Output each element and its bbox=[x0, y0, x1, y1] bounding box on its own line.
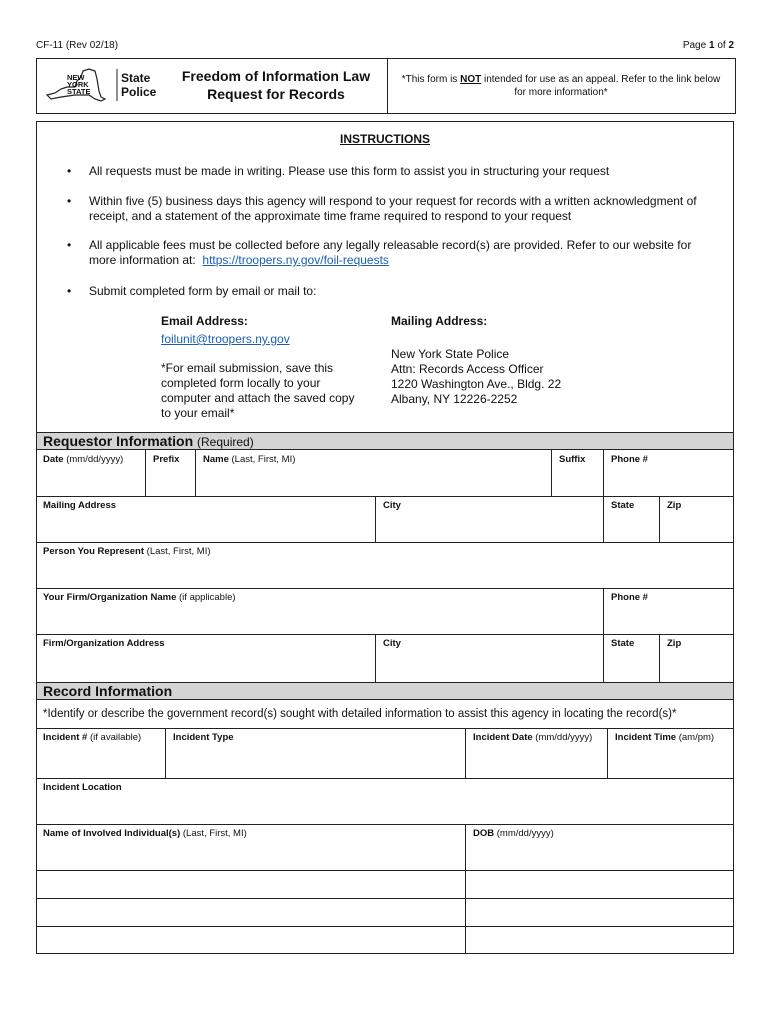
requestor-heading-sub: (Required) bbox=[197, 435, 254, 449]
form-header bbox=[36, 58, 736, 114]
incident-type-label: Incident Type bbox=[173, 732, 234, 743]
notice-line1-rest: intended for use as an appeal. Refer to the link below bbox=[483, 74, 721, 85]
email-note-1: *For email submission, save this bbox=[161, 361, 334, 375]
record-description: *Identify or describe the government record(s) sought with detailed information to assist this agency in locating the record(s)* bbox=[43, 708, 677, 720]
involved-name-input-4[interactable] bbox=[37, 927, 465, 953]
state-label: State bbox=[611, 500, 635, 511]
notice-emphasis: NOT bbox=[460, 74, 482, 85]
instruction-item-3 bbox=[89, 238, 725, 268]
notice-line2: for more information* bbox=[514, 87, 608, 98]
name-input[interactable] bbox=[196, 468, 551, 496]
page-prefix: Page bbox=[682, 40, 707, 51]
page-total: 2 bbox=[728, 40, 734, 51]
dob-input-1[interactable] bbox=[466, 842, 733, 870]
firm-phone-input[interactable] bbox=[604, 606, 733, 634]
form-id: CF-11 (Rev 02/18) bbox=[36, 40, 119, 51]
mail-line3: 1220 Washington Ave., Bldg. 22 bbox=[391, 377, 562, 391]
bullet-icon: • bbox=[67, 238, 72, 252]
incident-date-input[interactable] bbox=[466, 746, 607, 778]
firm-name-label: Your Firm/Organization Name (if applicable) bbox=[43, 592, 236, 603]
email-note-4: to your email* bbox=[161, 406, 235, 420]
page-current: 1 bbox=[708, 40, 715, 51]
firm-name-input[interactable] bbox=[37, 606, 603, 634]
involved-individuals-label: Name of Involved Individual(s) (Last, First, MI) bbox=[43, 828, 247, 839]
mail-line2: Attn: Records Access Officer bbox=[391, 362, 544, 376]
incident-number-label: Incident # (if available) bbox=[43, 732, 142, 743]
mailing-address-label: Mailing Address bbox=[43, 500, 117, 511]
instruction-item-2-line2: receipt, and a statement of the approximate time frame required to respond to your request bbox=[89, 209, 572, 223]
mail-heading: Mailing Address: bbox=[391, 314, 488, 328]
title-line1: Freedom of Information Law bbox=[181, 68, 371, 84]
requestor-heading: Requestor Information bbox=[43, 433, 194, 449]
date-label: Date (mm/dd/yyyy) bbox=[43, 454, 124, 465]
mail-line1: New York State Police bbox=[391, 347, 510, 361]
foil-website-link[interactable]: https://troopers.ny.gov/foil-requests bbox=[202, 253, 389, 267]
instruction-item-3-prefix: more information at: bbox=[89, 253, 196, 267]
prefix-label: Prefix bbox=[153, 454, 180, 465]
mailing-block bbox=[391, 314, 631, 407]
city-input[interactable] bbox=[376, 514, 603, 542]
email-note-3: computer and attach the saved copy bbox=[161, 391, 355, 405]
zip-input[interactable] bbox=[660, 514, 733, 542]
involved-name-input-2[interactable] bbox=[37, 871, 465, 898]
represent-input[interactable] bbox=[37, 560, 733, 588]
city-label: City bbox=[383, 500, 401, 511]
mailing-address-input[interactable] bbox=[37, 514, 375, 542]
instruction-item-1: All requests must be made in writing. Please use this form to assist you in structuring your request bbox=[89, 164, 610, 178]
involved-name-input-1[interactable] bbox=[37, 842, 465, 870]
notice-prefix: *This form is bbox=[401, 74, 458, 85]
record-heading: Record Information bbox=[43, 683, 173, 699]
name-label: Name (Last, First, MI) bbox=[203, 454, 296, 465]
suffix-label: Suffix bbox=[559, 454, 586, 465]
instructions-heading: INSTRUCTIONS bbox=[340, 132, 430, 146]
instruction-item-2 bbox=[89, 194, 725, 224]
instruction-item-3-line1: All applicable fees must be collected before any legally releasable record(s) are provided. Refer to our website for bbox=[89, 238, 692, 252]
incident-time-label: Incident Time (am/pm) bbox=[615, 732, 715, 743]
incident-number-input[interactable] bbox=[37, 746, 165, 778]
appeal-notice bbox=[389, 73, 733, 99]
firm-city-label: City bbox=[383, 638, 401, 649]
page-indicator bbox=[683, 40, 734, 51]
requestor-section-header bbox=[37, 432, 733, 450]
state-input[interactable] bbox=[604, 514, 659, 542]
firm-zip-label: Zip bbox=[667, 638, 682, 649]
phone-input[interactable] bbox=[604, 468, 733, 496]
date-input[interactable] bbox=[37, 468, 145, 496]
suffix-input[interactable] bbox=[552, 468, 603, 496]
email-heading: Email Address: bbox=[161, 314, 248, 328]
incident-type-input[interactable] bbox=[166, 746, 465, 778]
firm-city-input[interactable] bbox=[376, 652, 603, 682]
email-note-2: completed form locally to your bbox=[161, 376, 321, 390]
email-block bbox=[161, 314, 381, 421]
form-body bbox=[36, 121, 734, 954]
incident-date-label: Incident Date (mm/dd/yyyy) bbox=[473, 732, 593, 743]
phone-label: Phone # bbox=[611, 454, 648, 465]
instruction-item-2-line1: Within five (5) business days this agency will respond to your request for records with a written acknowledgment of bbox=[89, 194, 697, 208]
title-line2: Request for Records bbox=[207, 86, 345, 102]
page-of: of bbox=[717, 40, 726, 51]
record-section-header bbox=[37, 682, 733, 700]
dob-input-4[interactable] bbox=[466, 927, 733, 953]
firm-phone-label: Phone # bbox=[611, 592, 648, 603]
incident-time-input[interactable] bbox=[608, 746, 733, 778]
bullet-icon: • bbox=[67, 164, 72, 178]
bullet-icon: • bbox=[67, 284, 72, 298]
firm-zip-input[interactable] bbox=[660, 652, 733, 682]
firm-state-label: State bbox=[611, 638, 635, 649]
mail-line4: Albany, NY 12226-2252 bbox=[391, 392, 518, 406]
incident-location-label: Incident Location bbox=[43, 782, 122, 793]
instruction-item-4: Submit completed form by email or mail to: bbox=[89, 284, 317, 298]
email-link[interactable]: foilunit@troopers.ny.gov bbox=[161, 332, 290, 346]
logo-state-text: NEW YORK STATE bbox=[67, 73, 91, 96]
logo-agency-text: State Police bbox=[121, 71, 157, 99]
bullet-icon: • bbox=[67, 194, 72, 208]
firm-address-label: Firm/Organization Address bbox=[43, 638, 165, 649]
header-divider bbox=[387, 59, 388, 113]
represent-label: Person You Represent (Last, First, MI) bbox=[43, 546, 211, 557]
dob-input-2[interactable] bbox=[466, 871, 733, 898]
form-title bbox=[165, 67, 387, 103]
firm-address-input[interactable] bbox=[37, 652, 375, 682]
involved-name-input-3[interactable] bbox=[37, 899, 465, 926]
firm-state-input[interactable] bbox=[604, 652, 659, 682]
dob-label: DOB (mm/dd/yyyy) bbox=[473, 828, 554, 839]
zip-label: Zip bbox=[667, 500, 682, 511]
dob-input-3[interactable] bbox=[466, 899, 733, 926]
prefix-input[interactable] bbox=[146, 468, 195, 496]
incident-location-input[interactable] bbox=[37, 796, 733, 824]
nysp-logo bbox=[45, 65, 165, 105]
